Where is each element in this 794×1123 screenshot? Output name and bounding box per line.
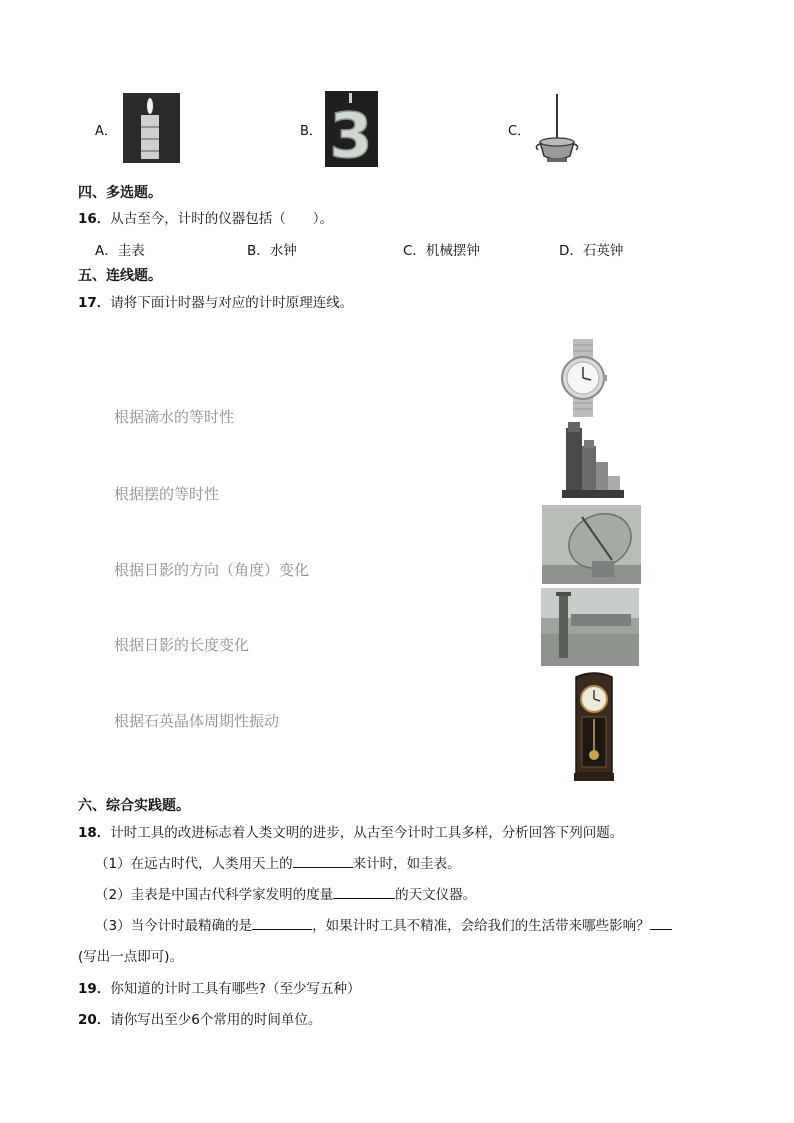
question-number: 18． <box>78 825 111 841</box>
principle-shadow-direction: 根据日影的方向（角度）变化 <box>114 561 310 579</box>
option-b-label: B． <box>300 124 322 139</box>
section-5-heading: 五、连线题。 <box>78 268 162 284</box>
question-17 <box>78 291 353 311</box>
q18-part-3-note: (写出一点即可)。 <box>78 949 184 965</box>
part-text: （2）圭表是中国古代科学家发明的度量 <box>95 887 334 903</box>
candle-clock-image <box>123 93 180 163</box>
q18-part-3 <box>95 914 672 934</box>
q18-part-1 <box>95 852 461 872</box>
svg-text:3: 3 <box>329 99 373 167</box>
number-three-candle-image <box>325 91 378 167</box>
question-19 <box>78 977 360 997</box>
q18-part-2 <box>95 883 476 903</box>
question-text: 计时工具的改进标志着人类文明的进步，从古至今计时工具多样，分析回答下列问题。 <box>110 825 624 841</box>
question-number: 16． <box>78 211 111 227</box>
answer-blank[interactable] <box>650 915 672 930</box>
question-text: 请将下面计时器与对应的计时原理连线。 <box>110 295 354 311</box>
quartz-watch-image <box>559 339 607 417</box>
pendulum-clock-image <box>572 669 616 781</box>
option-c-label: C． <box>508 124 531 139</box>
gnomon-guibiao-image <box>541 588 639 666</box>
question-text: 你知道的计时工具有哪些?（至少写五种） <box>110 981 361 997</box>
q16-option-d: D．石英钟 <box>559 243 624 259</box>
option-a-label: A． <box>95 124 117 139</box>
part-text: （1）在远古时代，人类用天上的 <box>95 856 293 872</box>
answer-blank[interactable] <box>252 915 312 930</box>
principle-dripping-water: 根据滴水的等时性 <box>114 408 235 426</box>
part-text: （3）当今计时最精确的是 <box>95 918 253 934</box>
question-18 <box>78 821 623 841</box>
question-16 <box>78 207 333 227</box>
part-text: 来计时，如圭表。 <box>352 856 461 872</box>
section-4-heading: 四、多选题。 <box>78 185 162 201</box>
question-number: 20． <box>78 1012 111 1028</box>
question-text: 请你写出至少6个常用的时间单位。 <box>110 1012 322 1028</box>
answer-blank[interactable] <box>293 853 353 868</box>
principle-shadow-length: 根据日影的长度变化 <box>114 636 250 654</box>
question-text: 从古至今，计时的仪器包括（ ）。 <box>110 211 334 227</box>
q16-option-c: C．机械摆钟 <box>403 243 480 259</box>
q16-option-b: B．水钟 <box>247 243 297 259</box>
section-6-heading: 六、综合实践题。 <box>78 798 190 814</box>
answer-blank[interactable] <box>333 884 395 899</box>
incense-clock-image <box>532 92 582 166</box>
principle-quartz-crystal: 根据石英晶体周期性振动 <box>114 712 280 730</box>
principle-pendulum: 根据摆的等时性 <box>114 485 220 503</box>
part-text: ，如果计时工具不精准，会给我们的生活带来哪些影响？ <box>312 918 650 934</box>
question-number: 17． <box>78 295 111 311</box>
part-text: 的天文仪器。 <box>395 887 477 903</box>
question-20 <box>78 1008 321 1028</box>
water-clock-image <box>562 422 624 498</box>
sundial-image <box>542 505 641 584</box>
q16-option-a: A．圭表 <box>95 243 145 259</box>
question-number: 19． <box>78 981 111 997</box>
